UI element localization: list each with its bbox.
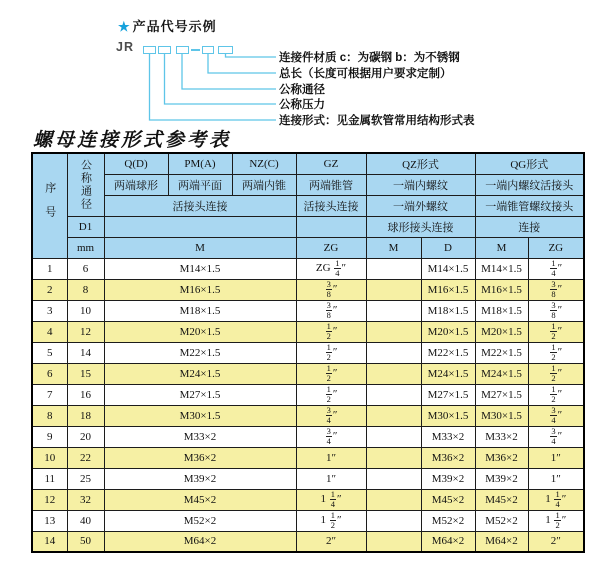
table-cell: 2″ xyxy=(528,531,584,552)
header-group-nzc: NZ(C) xyxy=(232,153,296,174)
table-cell: M64×2 xyxy=(104,531,296,552)
table-cell: 1″ xyxy=(296,447,366,468)
table-cell: 1″ xyxy=(296,468,366,489)
table-cell: 20 xyxy=(67,426,104,447)
table-row xyxy=(32,405,584,426)
table-cell: 6 xyxy=(32,363,67,384)
header-unit-m2: M xyxy=(366,237,421,258)
table-cell: 16 xyxy=(67,384,104,405)
table-body xyxy=(32,258,584,552)
table-cell: 1 $\frac{1}{2}$ ″ xyxy=(528,510,584,531)
table-cell: M14×1.5 xyxy=(421,258,475,279)
header-serial: 序号 xyxy=(32,153,67,258)
table-cell: $\frac{1}{4}$ ″ xyxy=(528,258,584,279)
table-cell: 8 xyxy=(32,405,67,426)
table-cell: $\frac{3}{4}$ ″ xyxy=(296,426,366,447)
table-cell: 5 xyxy=(32,342,67,363)
table-cell: $\frac{1}{2}$ ″ xyxy=(528,321,584,342)
table-cell xyxy=(366,321,421,342)
code-box-nominal-pressure xyxy=(158,46,171,54)
star-icon: ★ xyxy=(118,19,131,34)
table-header xyxy=(32,153,584,258)
table-cell: M20×1.5 xyxy=(104,321,296,342)
table-cell: M24×1.5 xyxy=(475,363,528,384)
table-cell: M22×1.5 xyxy=(104,342,296,363)
table-row xyxy=(32,447,584,468)
table-cell: 14 xyxy=(67,342,104,363)
table-row xyxy=(32,531,584,552)
header-diameter: 公称通径 xyxy=(67,153,104,216)
table-cell: $\frac{3}{4}$ ″ xyxy=(528,426,584,447)
table-cell xyxy=(366,300,421,321)
table-cell: 32 xyxy=(67,489,104,510)
table-cell: 14 xyxy=(32,531,67,552)
table-cell: $\frac{1}{2}$ ″ xyxy=(528,384,584,405)
table-cell: M36×2 xyxy=(421,447,475,468)
table-row xyxy=(32,279,584,300)
header-conn2-qz: 球形接头连接 xyxy=(366,216,475,237)
header-row-units xyxy=(32,237,584,258)
table-cell: M64×2 xyxy=(475,531,528,552)
table-cell: M33×2 xyxy=(475,426,528,447)
table-cell: $\frac{1}{2}$ ″ xyxy=(296,384,366,405)
table-row xyxy=(32,342,584,363)
header-d1: D1 xyxy=(67,216,104,237)
table-cell: M22×1.5 xyxy=(475,342,528,363)
nut-connection-reference-table xyxy=(31,152,585,553)
table-cell: ZG $\frac{1}{4}$ ″ xyxy=(296,258,366,279)
header-group-gz: GZ xyxy=(296,153,366,174)
table-cell: 1 $\frac{1}{2}$ ″ xyxy=(296,510,366,531)
table-cell: $\frac{3}{8}$ ″ xyxy=(296,300,366,321)
header-unit-zg1: ZG xyxy=(296,237,366,258)
table-cell xyxy=(366,447,421,468)
product-code-diagram xyxy=(0,0,600,130)
table-cell: M33×2 xyxy=(421,426,475,447)
table-row xyxy=(32,363,584,384)
label-total-length: 总长（长度可根据用户要求定制） xyxy=(279,68,452,80)
header-group-qg: QG形式 xyxy=(475,153,584,174)
header-conn2-qg: 连接 xyxy=(475,216,584,237)
table-cell xyxy=(366,468,421,489)
table-cell: M20×1.5 xyxy=(475,321,528,342)
header-group-pma: PM(A) xyxy=(168,153,232,174)
header-blank-mid xyxy=(104,216,296,237)
table-cell: M30×1.5 xyxy=(475,405,528,426)
table-row xyxy=(32,468,584,489)
table-cell: M45×2 xyxy=(104,489,296,510)
table-cell: 25 xyxy=(67,468,104,489)
table-cell: M16×1.5 xyxy=(475,279,528,300)
code-example-heading xyxy=(118,16,217,35)
header-type-qd: 两端球形 xyxy=(104,174,168,195)
table-cell: M24×1.5 xyxy=(421,363,475,384)
table-cell: 1 $\frac{1}{4}$ ″ xyxy=(296,489,366,510)
table-cell xyxy=(366,363,421,384)
header-mm: mm xyxy=(67,237,104,258)
header-conn-union: 活接头连接 xyxy=(104,195,296,216)
table-cell: M52×2 xyxy=(421,510,475,531)
header-type-pma: 两端平面 xyxy=(168,174,232,195)
table-cell: $\frac{3}{8}$ ″ xyxy=(528,279,584,300)
table-cell: M64×2 xyxy=(421,531,475,552)
table-cell: $\frac{1}{2}$ ″ xyxy=(296,363,366,384)
header-type-gz: 两端锥管 xyxy=(296,174,366,195)
table-cell: M39×2 xyxy=(104,468,296,489)
table-cell xyxy=(366,342,421,363)
table-cell: M39×2 xyxy=(475,468,528,489)
table-cell: 7 xyxy=(32,384,67,405)
table-cell: $\frac{1}{2}$ ″ xyxy=(528,363,584,384)
table-cell: M30×1.5 xyxy=(421,405,475,426)
header-row-types xyxy=(32,174,584,195)
header-unit-zg2: ZG xyxy=(528,237,584,258)
table-cell: 15 xyxy=(67,363,104,384)
label-connector-material: 连接件材质 c：为碳钢 b：为不锈钢 xyxy=(279,52,460,64)
table-cell: M14×1.5 xyxy=(104,258,296,279)
table-cell: $\frac{1}{2}$ ″ xyxy=(296,321,366,342)
table-row xyxy=(32,384,584,405)
code-box-material xyxy=(218,46,233,54)
table-cell: $\frac{1}{2}$ ″ xyxy=(528,342,584,363)
table-cell xyxy=(366,405,421,426)
table-cell: 1″ xyxy=(528,468,584,489)
table-cell: M36×2 xyxy=(475,447,528,468)
table-cell: M27×1.5 xyxy=(421,384,475,405)
header-type-qg: 一端内螺纹活接头 xyxy=(475,174,584,195)
code-prefix: JR xyxy=(116,40,134,54)
table-title: 螺母连接形式参考表 xyxy=(33,129,232,151)
table-cell xyxy=(366,531,421,552)
table-cell: 10 xyxy=(67,300,104,321)
table-cell: M16×1.5 xyxy=(421,279,475,300)
table-cell: M52×2 xyxy=(475,510,528,531)
table-cell: M18×1.5 xyxy=(475,300,528,321)
header-conn-qz: 一端外螺纹 xyxy=(366,195,475,216)
table-cell xyxy=(366,279,421,300)
header-blank-gz xyxy=(296,216,366,237)
table-cell: 2″ xyxy=(296,531,366,552)
header-conn-qg: 一端锥管螺纹接头 xyxy=(475,195,584,216)
code-example-heading-text: 产品代号示例 xyxy=(132,19,217,34)
label-nominal-diameter: 公称通径 xyxy=(279,84,325,96)
table-cell: M33×2 xyxy=(104,426,296,447)
table-cell: $\frac{3}{8}$ ″ xyxy=(528,300,584,321)
table-cell: M18×1.5 xyxy=(104,300,296,321)
table-cell: M24×1.5 xyxy=(104,363,296,384)
table-cell: M45×2 xyxy=(475,489,528,510)
code-box-nominal-diameter xyxy=(176,46,189,54)
table-cell: 9 xyxy=(32,426,67,447)
table-row xyxy=(32,321,584,342)
table-cell: 12 xyxy=(32,489,67,510)
header-row-groups xyxy=(32,153,584,174)
label-connection-form: 连接形式：见金属软管常用结构形式表 xyxy=(279,115,475,127)
table-cell: M22×1.5 xyxy=(421,342,475,363)
table-cell: $\frac{3}{4}$ ″ xyxy=(296,405,366,426)
table-cell: 10 xyxy=(32,447,67,468)
header-row-connection xyxy=(32,195,584,216)
table-cell: 12 xyxy=(67,321,104,342)
header-group-qd: Q(D) xyxy=(104,153,168,174)
table-cell: M39×2 xyxy=(421,468,475,489)
table-cell: M45×2 xyxy=(421,489,475,510)
code-box-total-length xyxy=(202,46,214,54)
table-row xyxy=(32,300,584,321)
header-type-nzc: 两端内锥 xyxy=(232,174,296,195)
table-cell: 6 xyxy=(67,258,104,279)
table-cell: 18 xyxy=(67,405,104,426)
table-cell: 3 xyxy=(32,300,67,321)
table-cell: M14×1.5 xyxy=(475,258,528,279)
header-group-qz: QZ形式 xyxy=(366,153,475,174)
header-unit-m1: M xyxy=(104,237,296,258)
table-cell xyxy=(366,384,421,405)
table-cell: 4 xyxy=(32,321,67,342)
table-cell: 22 xyxy=(67,447,104,468)
table-cell: M27×1.5 xyxy=(104,384,296,405)
table-cell: M30×1.5 xyxy=(104,405,296,426)
table-cell xyxy=(366,258,421,279)
header-conn-gz: 活接头连接 xyxy=(296,195,366,216)
table-cell xyxy=(366,489,421,510)
table-cell: 50 xyxy=(67,531,104,552)
table-cell: M52×2 xyxy=(104,510,296,531)
table-row xyxy=(32,258,584,279)
table-cell: 40 xyxy=(67,510,104,531)
table-cell: $\frac{1}{2}$ ″ xyxy=(296,342,366,363)
table-cell: 2 xyxy=(32,279,67,300)
table-cell: M16×1.5 xyxy=(104,279,296,300)
table-cell: 8 xyxy=(67,279,104,300)
table-cell: 11 xyxy=(32,468,67,489)
header-row-d1 xyxy=(32,216,584,237)
table-cell: M36×2 xyxy=(104,447,296,468)
code-dash xyxy=(191,49,200,51)
table-row xyxy=(32,489,584,510)
table-cell: M20×1.5 xyxy=(421,321,475,342)
header-type-qz: 一端内螺纹 xyxy=(366,174,475,195)
table-cell: $\frac{3}{4}$ ″ xyxy=(528,405,584,426)
table-cell: M27×1.5 xyxy=(475,384,528,405)
label-nominal-pressure: 公称压力 xyxy=(279,99,325,111)
table-cell xyxy=(366,510,421,531)
code-box-connection-form xyxy=(143,46,156,54)
table-cell: 1 $\frac{1}{4}$ ″ xyxy=(528,489,584,510)
header-unit-m3: M xyxy=(475,237,528,258)
table-cell: 1 xyxy=(32,258,67,279)
table-cell: M18×1.5 xyxy=(421,300,475,321)
table-cell xyxy=(366,426,421,447)
table-cell: $\frac{3}{8}$ ″ xyxy=(296,279,366,300)
table-cell: 13 xyxy=(32,510,67,531)
header-unit-d: D xyxy=(421,237,475,258)
table-row xyxy=(32,510,584,531)
table-cell: 1″ xyxy=(528,447,584,468)
table-row xyxy=(32,426,584,447)
